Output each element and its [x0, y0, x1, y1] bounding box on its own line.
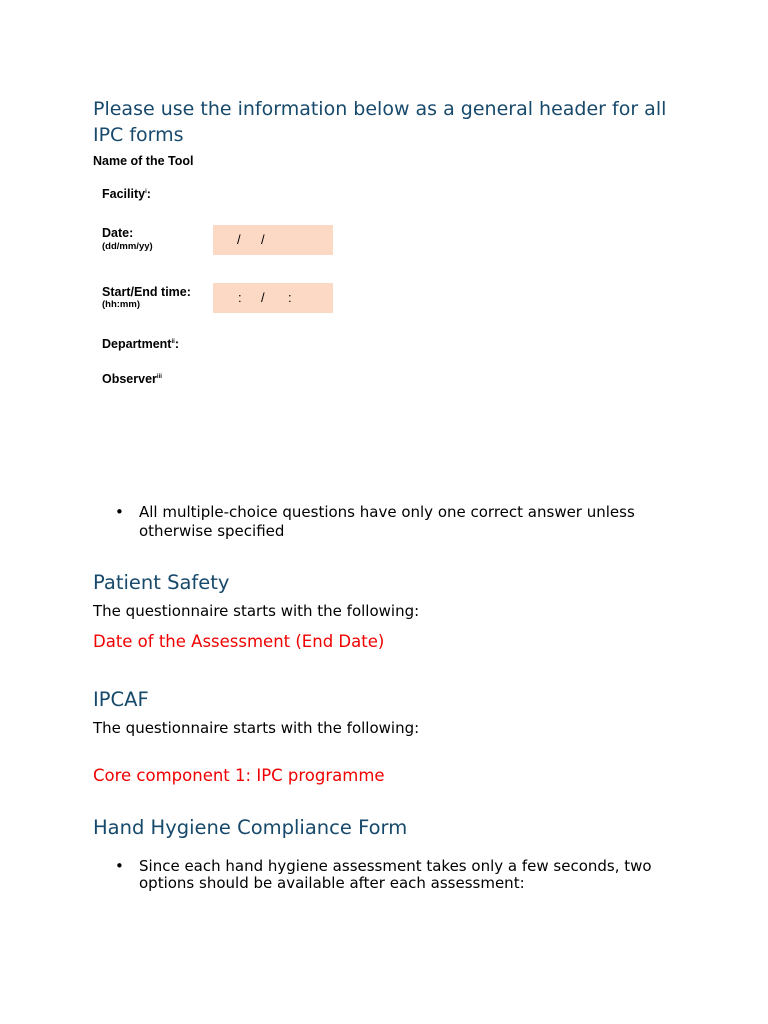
time-separator: :	[238, 290, 242, 305]
date-field[interactable]	[213, 225, 333, 255]
facility-label: Facility$^i$:	[102, 187, 151, 201]
department-label-text: Department	[102, 337, 172, 351]
ipcaf-intro: The questionnaire starts with the following:	[93, 719, 420, 737]
observer-label	[102, 372, 162, 386]
time-label: Start/End time:	[102, 285, 191, 299]
list-item	[115, 857, 699, 892]
page-title: Please use the information below as a general header for all IPC forms	[93, 98, 667, 146]
section-heading-patient-safety: Patient Safety	[93, 571, 230, 594]
section-heading-ipcaf: IPCAF	[93, 688, 149, 711]
observer-label-text: Observer	[102, 372, 157, 386]
ipcaf-first-item: Core component 1: IPC programme	[93, 766, 385, 785]
time-separator: :	[288, 290, 292, 305]
department-footnote[interactable]: ii	[171, 338, 175, 345]
time-field[interactable]	[213, 283, 333, 313]
date-separator: /	[261, 232, 265, 247]
tool-name-label: Name of the Tool	[93, 154, 194, 168]
time-separator: /	[261, 290, 265, 305]
time-format-hint: (hh:mm)	[102, 299, 140, 310]
section-heading-hand-hygiene: Hand Hygiene Compliance Form	[93, 816, 408, 839]
bullet-icon: •	[115, 503, 124, 521]
date-format-hint: (dd/mm/yy)	[102, 241, 153, 252]
date-separator: /	[237, 232, 241, 247]
list-item	[115, 503, 679, 541]
facility-footnote[interactable]: i	[145, 188, 147, 195]
bullet-icon: •	[115, 857, 124, 875]
facility-label-text: Facility	[102, 187, 146, 201]
observer-footnote[interactable]: iii	[156, 373, 162, 380]
patient-safety-intro: The questionnaire starts with the following:	[93, 602, 420, 620]
mcq-note: All multiple-choice questions have only one correct answer unless otherwise specified	[139, 503, 635, 540]
date-label: Date:	[102, 226, 134, 240]
patient-safety-first-item: Date of the Assessment (End Date)	[93, 632, 385, 651]
department-label: Department$^{ii}$:	[102, 337, 179, 351]
hand-hygiene-note: Since each hand hygiene assessment takes only a few seconds, two options should be available after each assessment:	[139, 857, 652, 892]
